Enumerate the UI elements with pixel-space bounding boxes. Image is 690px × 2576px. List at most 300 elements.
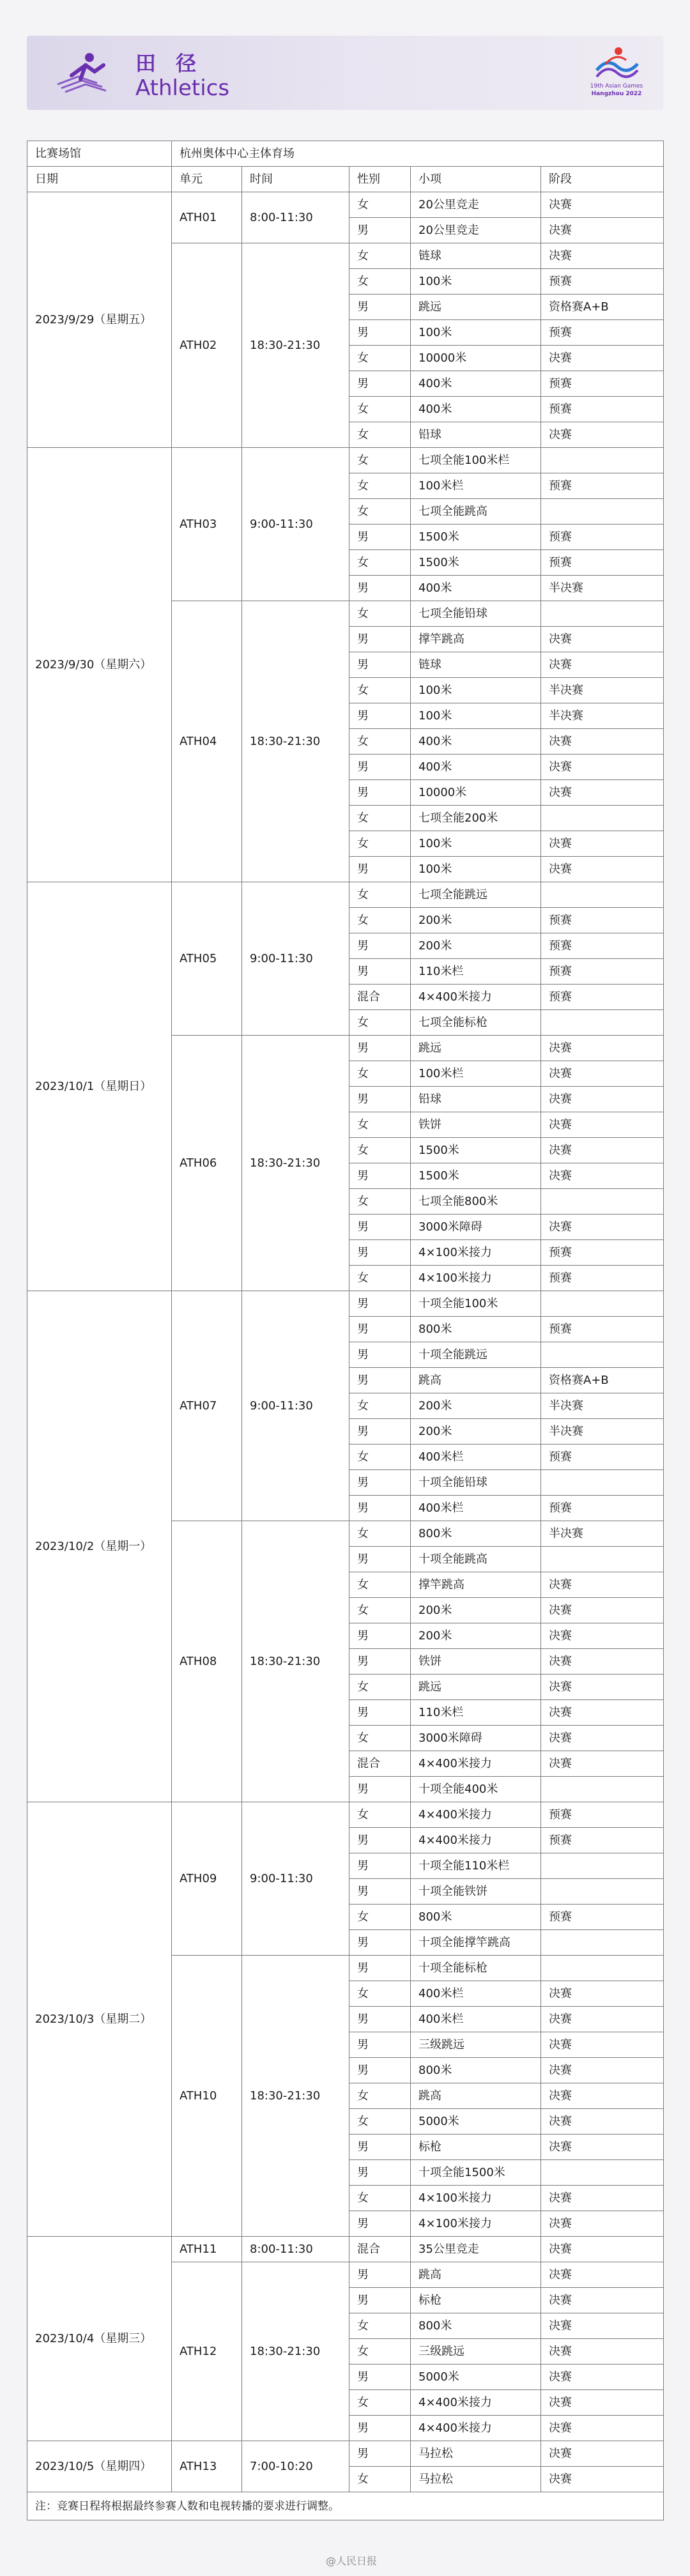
phase-cell: 决赛 [541, 2365, 664, 2390]
phase-cell: 预赛 [541, 1496, 664, 1521]
gender-cell: 女 [349, 2390, 411, 2416]
phase-cell: 决赛 [541, 2237, 664, 2262]
gender-cell: 女 [349, 831, 411, 857]
gender-cell: 男 [349, 652, 411, 678]
event-cell: 铁饼 [411, 1112, 541, 1138]
event-cell: 跳高 [411, 2262, 541, 2288]
unit-cell: ATH11 [172, 2237, 242, 2262]
time-cell: 18:30-21:30 [242, 1956, 349, 2237]
gender-cell: 男 [349, 1777, 411, 1802]
phase-cell: 决赛 [541, 1751, 664, 1777]
time-cell: 8:00-11:30 [242, 192, 349, 243]
event-cell: 5000米 [411, 2365, 541, 2390]
phase-cell: 预赛 [541, 1905, 664, 1930]
phase-cell: 决赛 [541, 1981, 664, 2007]
phase-cell [541, 1189, 664, 1215]
phase-cell [541, 1853, 664, 1879]
gender-cell: 男 [349, 780, 411, 806]
phase-cell [541, 2160, 664, 2186]
gender-cell: 男 [349, 1879, 411, 1905]
event-cell: 标枪 [411, 2288, 541, 2313]
gender-cell: 女 [349, 1598, 411, 1623]
phase-cell: 决赛 [541, 2313, 664, 2339]
unit-cell: ATH06 [172, 1036, 242, 1291]
gender-cell: 女 [349, 2186, 411, 2211]
phase-cell: 决赛 [541, 1215, 664, 1240]
watermark: @人民日报 [326, 2555, 378, 2567]
phase-cell: 决赛 [541, 2186, 664, 2211]
event-cell: 跳远 [411, 1675, 541, 1700]
event-cell: 10000米 [411, 346, 541, 371]
gender-cell: 男 [349, 1342, 411, 1368]
gender-cell: 女 [349, 2339, 411, 2365]
gender-cell: 女 [349, 346, 411, 371]
phase-cell: 决赛 [541, 1138, 664, 1163]
unit-cell: ATH03 [172, 448, 242, 601]
event-cell: 铁饼 [411, 1649, 541, 1675]
phase-cell: 决赛 [541, 755, 664, 780]
phase-cell: 预赛 [541, 525, 664, 550]
phase-cell: 资格赛A+B [541, 295, 664, 320]
gender-cell: 女 [349, 2083, 411, 2109]
phase-cell: 决赛 [541, 1163, 664, 1189]
event-cell: 400米 [411, 371, 541, 397]
event-cell: 200米 [411, 1419, 541, 1445]
phase-cell: 决赛 [541, 422, 664, 448]
gender-cell: 男 [349, 1853, 411, 1879]
phase-cell: 决赛 [541, 1087, 664, 1112]
phase-cell: 决赛 [541, 2416, 664, 2441]
event-cell: 100米 [411, 269, 541, 295]
gender-cell: 男 [349, 1087, 411, 1112]
event-cell: 链球 [411, 652, 541, 678]
table-row [27, 2441, 664, 2467]
phase-cell: 决赛 [541, 1675, 664, 1700]
event-cell: 4×400米接力 [411, 985, 541, 1010]
gender-cell: 男 [349, 1828, 411, 1853]
phase-cell: 预赛 [541, 320, 664, 346]
gender-cell: 男 [349, 1496, 411, 1521]
phase-cell [541, 1930, 664, 1956]
phase-cell: 决赛 [541, 346, 664, 371]
table-row [27, 2237, 664, 2262]
date-cell: 2023/9/29（星期五） [27, 192, 172, 448]
note-row [27, 2492, 664, 2520]
venue-name: 杭州奥体中心主体育场 [172, 141, 664, 167]
event-cell: 十项全能110米栏 [411, 1853, 541, 1879]
time-cell: 7:00-10:20 [242, 2441, 349, 2492]
event-cell: 跳远 [411, 295, 541, 320]
gender-cell: 女 [349, 1266, 411, 1291]
event-cell: 七项全能200米 [411, 806, 541, 831]
time-cell: 9:00-11:30 [242, 882, 349, 1036]
gender-cell: 男 [349, 2007, 411, 2032]
schedule-table [27, 141, 664, 2520]
phase-cell: 决赛 [541, 1572, 664, 1598]
gender-cell: 男 [349, 371, 411, 397]
gender-cell: 女 [349, 1445, 411, 1470]
phase-cell: 决赛 [541, 2135, 664, 2160]
gender-cell: 女 [349, 678, 411, 703]
phase-cell: 决赛 [541, 2467, 664, 2492]
phase-cell: 预赛 [541, 397, 664, 422]
phase-cell: 决赛 [541, 2007, 664, 2032]
time-cell: 9:00-11:30 [242, 1291, 349, 1521]
event-cell: 十项全能跳远 [411, 1342, 541, 1368]
gender-cell: 女 [349, 192, 411, 218]
phase-cell: 预赛 [541, 1266, 664, 1291]
gender-cell: 女 [349, 473, 411, 499]
event-cell: 4×100米接力 [411, 1266, 541, 1291]
gender-cell: 女 [349, 1393, 411, 1419]
phase-cell: 预赛 [541, 908, 664, 933]
table-row [27, 1291, 664, 1317]
gender-cell: 男 [349, 320, 411, 346]
gender-cell: 男 [349, 703, 411, 729]
time-cell: 18:30-21:30 [242, 1036, 349, 1291]
event-cell: 400米栏 [411, 1981, 541, 2007]
athletics-pictogram-icon [52, 46, 114, 100]
event-cell: 5000米 [411, 2109, 541, 2135]
unit-cell: ATH09 [172, 1802, 242, 1956]
column-header-phase: 阶段 [541, 167, 664, 192]
venue-row [27, 141, 664, 167]
gender-cell: 男 [349, 2032, 411, 2058]
event-cell: 马拉松 [411, 2467, 541, 2492]
event-cell: 七项全能100米栏 [411, 448, 541, 473]
gender-cell: 男 [349, 1215, 411, 1240]
phase-cell: 决赛 [541, 1598, 664, 1623]
event-cell: 110米栏 [411, 959, 541, 985]
event-cell: 十项全能撑竿跳高 [411, 1930, 541, 1956]
event-cell: 1500米 [411, 550, 541, 576]
phase-cell: 预赛 [541, 985, 664, 1010]
phase-cell: 决赛 [541, 627, 664, 652]
phase-cell: 决赛 [541, 243, 664, 269]
phase-cell: 决赛 [541, 218, 664, 243]
event-cell: 马拉松 [411, 2441, 541, 2467]
title-english: Athletics [135, 75, 230, 101]
venue-label: 比赛场馆 [27, 141, 172, 167]
event-cell: 100米 [411, 857, 541, 882]
column-header-event: 小项 [411, 167, 541, 192]
event-cell: 十项全能铅球 [411, 1470, 541, 1496]
phase-cell [541, 1777, 664, 1802]
gender-cell: 女 [349, 422, 411, 448]
phase-cell: 半决赛 [541, 1521, 664, 1547]
phase-cell: 决赛 [541, 2211, 664, 2237]
event-cell: 十项全能标枪 [411, 1956, 541, 1981]
event-cell: 标枪 [411, 2135, 541, 2160]
event-cell: 200米 [411, 1393, 541, 1419]
gender-cell: 女 [349, 1521, 411, 1547]
event-cell: 撑竿跳高 [411, 1572, 541, 1598]
phase-cell [541, 1342, 664, 1368]
gender-cell: 男 [349, 2058, 411, 2083]
gender-cell: 女 [349, 882, 411, 908]
gender-cell: 女 [349, 908, 411, 933]
event-cell: 十项全能400米 [411, 1777, 541, 1802]
gender-cell: 男 [349, 525, 411, 550]
gender-cell: 女 [349, 1981, 411, 2007]
column-header-time: 时间 [242, 167, 349, 192]
phase-cell: 半决赛 [541, 1419, 664, 1445]
phase-cell: 决赛 [541, 192, 664, 218]
gender-cell: 女 [349, 550, 411, 576]
event-cell: 1500米 [411, 1163, 541, 1189]
phase-cell [541, 1879, 664, 1905]
event-cell: 800米 [411, 1317, 541, 1342]
date-cell: 2023/10/5（星期四） [27, 2441, 172, 2492]
phase-cell: 决赛 [541, 2441, 664, 2467]
event-cell: 400米 [411, 397, 541, 422]
event-cell: 400米栏 [411, 2007, 541, 2032]
event-cell: 4×400米接力 [411, 1802, 541, 1828]
event-cell: 10000米 [411, 780, 541, 806]
gender-cell: 男 [349, 2365, 411, 2390]
event-cell: 链球 [411, 243, 541, 269]
column-header-unit: 单元 [172, 167, 242, 192]
unit-cell: ATH05 [172, 882, 242, 1036]
phase-cell: 预赛 [541, 959, 664, 985]
event-cell: 跳高 [411, 1368, 541, 1393]
gender-cell: 男 [349, 2211, 411, 2237]
time-cell: 18:30-21:30 [242, 243, 349, 448]
gender-cell: 女 [349, 397, 411, 422]
phase-cell: 预赛 [541, 1828, 664, 1853]
phase-cell: 决赛 [541, 2390, 664, 2416]
event-cell: 七项全能跳远 [411, 882, 541, 908]
event-cell: 跳高 [411, 2083, 541, 2109]
gender-cell: 混合 [349, 1751, 411, 1777]
unit-cell: ATH12 [172, 2262, 242, 2441]
unit-cell: ATH13 [172, 2441, 242, 2492]
event-cell: 跳远 [411, 1036, 541, 1061]
phase-cell: 决赛 [541, 2083, 664, 2109]
gender-cell: 女 [349, 2467, 411, 2492]
games-emblem-icon [588, 45, 645, 83]
phase-cell: 决赛 [541, 780, 664, 806]
phase-cell [541, 1956, 664, 1981]
phase-cell: 决赛 [541, 1061, 664, 1087]
unit-cell: ATH10 [172, 1956, 242, 2237]
gender-cell: 女 [349, 601, 411, 627]
gender-cell: 男 [349, 2441, 411, 2467]
gender-cell: 男 [349, 2288, 411, 2313]
gender-cell: 女 [349, 1675, 411, 1700]
event-cell: 800米 [411, 1521, 541, 1547]
gender-cell: 男 [349, 1956, 411, 1981]
phase-cell [541, 499, 664, 525]
gender-cell: 男 [349, 857, 411, 882]
event-cell: 4×400米接力 [411, 1751, 541, 1777]
event-cell: 4×100米接力 [411, 2211, 541, 2237]
event-cell: 十项全能跳高 [411, 1547, 541, 1572]
date-cell: 2023/10/3（星期二） [27, 1802, 172, 2237]
unit-cell: ATH02 [172, 243, 242, 448]
event-cell: 1500米 [411, 525, 541, 550]
event-cell: 4×100米接力 [411, 1240, 541, 1266]
gender-cell: 女 [349, 2109, 411, 2135]
phase-cell: 半决赛 [541, 703, 664, 729]
unit-cell: ATH07 [172, 1291, 242, 1521]
gender-cell: 女 [349, 499, 411, 525]
phase-cell: 预赛 [541, 550, 664, 576]
event-cell: 十项全能铁饼 [411, 1879, 541, 1905]
gender-cell: 男 [349, 1623, 411, 1649]
phase-cell: 决赛 [541, 1623, 664, 1649]
event-cell: 三级跳远 [411, 2339, 541, 2365]
event-cell: 七项全能铅球 [411, 601, 541, 627]
gender-cell: 男 [349, 959, 411, 985]
gender-cell: 男 [349, 627, 411, 652]
gender-cell: 男 [349, 933, 411, 959]
note-text: 注：竞赛日程将根据最终参赛人数和电视转播的要求进行调整。 [27, 2492, 664, 2520]
header-banner [27, 36, 663, 110]
event-cell: 4×400米接力 [411, 2416, 541, 2441]
event-cell: 三级跳远 [411, 2032, 541, 2058]
event-cell: 铅球 [411, 422, 541, 448]
gender-cell: 女 [349, 1010, 411, 1036]
time-cell: 18:30-21:30 [242, 601, 349, 882]
column-header-date: 日期 [27, 167, 172, 192]
gender-cell: 女 [349, 1061, 411, 1087]
event-cell: 110米栏 [411, 1700, 541, 1726]
gender-cell: 男 [349, 1240, 411, 1266]
gender-cell: 男 [349, 295, 411, 320]
phase-cell: 决赛 [541, 729, 664, 755]
column-header-gender: 性别 [349, 167, 411, 192]
phase-cell: 半决赛 [541, 678, 664, 703]
gender-cell: 男 [349, 1649, 411, 1675]
gender-cell: 混合 [349, 2237, 411, 2262]
phase-cell: 决赛 [541, 1726, 664, 1751]
phase-cell: 决赛 [541, 831, 664, 857]
phase-cell [541, 806, 664, 831]
games-logo-text: Hangzhou 2022 [591, 91, 642, 97]
phase-cell: 预赛 [541, 473, 664, 499]
event-cell: 十项全能100米 [411, 1291, 541, 1317]
gender-cell: 女 [349, 1726, 411, 1751]
gender-cell: 男 [349, 1700, 411, 1726]
time-cell: 18:30-21:30 [242, 2262, 349, 2441]
event-cell: 800米 [411, 2058, 541, 2083]
time-cell: 8:00-11:30 [242, 2237, 349, 2262]
table-row [27, 448, 664, 473]
gender-cell: 女 [349, 1138, 411, 1163]
gender-cell: 男 [349, 1547, 411, 1572]
time-cell: 18:30-21:30 [242, 1521, 349, 1802]
event-cell: 100米栏 [411, 1061, 541, 1087]
date-cell: 2023/10/2（星期一） [27, 1291, 172, 1802]
time-cell: 9:00-11:30 [242, 1802, 349, 1956]
phase-cell: 资格赛A+B [541, 1368, 664, 1393]
phase-cell: 半决赛 [541, 1393, 664, 1419]
gender-cell: 男 [349, 1419, 411, 1445]
event-cell: 4×400米接力 [411, 1828, 541, 1853]
unit-cell: ATH08 [172, 1521, 242, 1802]
gender-cell: 女 [349, 1802, 411, 1828]
table-row [27, 192, 664, 218]
event-cell: 400米栏 [411, 1445, 541, 1470]
gender-cell: 女 [349, 243, 411, 269]
phase-cell: 预赛 [541, 1240, 664, 1266]
date-cell: 2023/9/30（星期六） [27, 448, 172, 882]
phase-cell: 决赛 [541, 2339, 664, 2365]
phase-cell: 决赛 [541, 2109, 664, 2135]
event-cell: 100米 [411, 320, 541, 346]
phase-cell [541, 601, 664, 627]
event-cell: 20公里竞走 [411, 218, 541, 243]
gender-cell: 男 [349, 2416, 411, 2441]
title-chinese: 田 径 [135, 51, 203, 75]
gender-cell: 男 [349, 1317, 411, 1342]
phase-cell [541, 448, 664, 473]
gender-cell: 男 [349, 218, 411, 243]
gender-cell: 男 [349, 1163, 411, 1189]
time-cell: 9:00-11:30 [242, 448, 349, 601]
event-cell: 3000米障碍 [411, 1726, 541, 1751]
date-cell: 2023/10/4（星期三） [27, 2237, 172, 2441]
unit-cell: ATH01 [172, 192, 242, 243]
phase-cell: 预赛 [541, 371, 664, 397]
asian-games-logo [588, 45, 645, 101]
gender-cell: 男 [349, 2160, 411, 2186]
phase-cell [541, 1291, 664, 1317]
phase-cell: 决赛 [541, 1112, 664, 1138]
phase-cell: 决赛 [541, 1036, 664, 1061]
event-cell: 800米 [411, 1905, 541, 1930]
phase-cell: 半决赛 [541, 576, 664, 601]
gender-cell: 女 [349, 269, 411, 295]
gender-cell: 男 [349, 1470, 411, 1496]
event-cell: 400米 [411, 576, 541, 601]
event-cell: 800米 [411, 2313, 541, 2339]
gender-cell: 男 [349, 1368, 411, 1393]
phase-cell [541, 882, 664, 908]
event-cell: 400米栏 [411, 1496, 541, 1521]
column-header-row [27, 167, 664, 192]
event-cell: 4×100米接力 [411, 2186, 541, 2211]
gender-cell: 女 [349, 729, 411, 755]
event-cell: 七项全能标枪 [411, 1010, 541, 1036]
event-cell: 100米 [411, 831, 541, 857]
date-cell: 2023/10/1（星期日） [27, 882, 172, 1291]
event-cell: 1500米 [411, 1138, 541, 1163]
event-cell: 200米 [411, 1623, 541, 1649]
phase-cell: 预赛 [541, 1317, 664, 1342]
phase-cell: 决赛 [541, 2262, 664, 2288]
event-cell: 200米 [411, 908, 541, 933]
unit-cell: ATH04 [172, 601, 242, 882]
gender-cell: 男 [349, 755, 411, 780]
gender-cell: 女 [349, 448, 411, 473]
gender-cell: 女 [349, 1189, 411, 1215]
event-cell: 3000米障碍 [411, 1215, 541, 1240]
gender-cell: 男 [349, 1291, 411, 1317]
phase-cell: 决赛 [541, 652, 664, 678]
phase-cell: 决赛 [541, 857, 664, 882]
games-logo-subtext: 19th Asian Games [590, 83, 643, 89]
gender-cell: 女 [349, 806, 411, 831]
gender-cell: 男 [349, 1930, 411, 1956]
gender-cell: 混合 [349, 985, 411, 1010]
gender-cell: 女 [349, 2313, 411, 2339]
phase-cell: 预赛 [541, 1445, 664, 1470]
gender-cell: 男 [349, 1036, 411, 1061]
event-cell: 200米 [411, 1598, 541, 1623]
gender-cell: 男 [349, 576, 411, 601]
